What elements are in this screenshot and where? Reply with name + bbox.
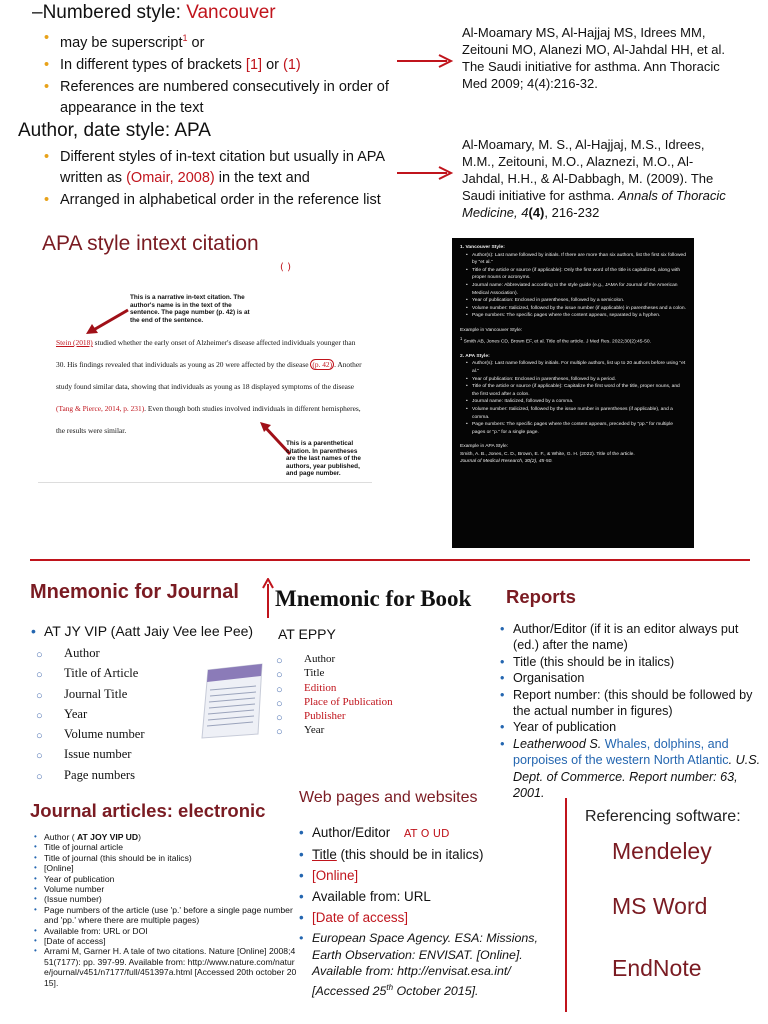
list-item: • [Online] (312, 865, 562, 886)
list-item: • Title of the article or source (if applicable): Only the first word of the title is capitalized, along with proper nouns or acronyms. (472, 267, 686, 282)
list-item: ○ Year (304, 723, 393, 737)
apa-reference: Al-Moamary, M. S., Al-Hajjaj, M.S., Idrees, M.M., Zeitouni, M.O., Alaznezi, M.O., Al-Jahdal, H.H., & Al-Dabbagh, M. (2009). The Saudi initiative for asthma. Annals of Thoracic Medicine, 4(4), 216-232 (462, 137, 726, 220)
mnemonic-book-lead: AT EPPY (278, 626, 336, 642)
list-item: • [Online] (44, 863, 299, 873)
software-mendeley: Mendeley (612, 838, 712, 864)
style-guide-panel (452, 238, 694, 548)
list-item: ○ Volume number (64, 724, 145, 744)
list-item: • [Date of access] (312, 907, 562, 928)
list-item: • References are numbered consecutively in order of appearance in the text (60, 77, 420, 119)
list-item: ○ Issue number (64, 744, 145, 764)
vancouver-name: Vancouver (186, 2, 276, 23)
list-item: • Organisation (513, 670, 763, 686)
list-item: ○ Journal Title (64, 684, 145, 704)
software-title: Referencing software: (585, 808, 741, 825)
arrow-icon (395, 53, 455, 69)
vancouver-example-label: Example in Vancouver Style: (460, 327, 523, 333)
parenthetical-note: This is a parenthetical citation. In parentheses are the last names of the authors, year published, and page number. (286, 440, 361, 478)
list-item: • Arranged in alphabetical order in the reference list (60, 190, 420, 211)
list-item: • Year of publication: Enclosed in parentheses, followed by a semicolon. (472, 297, 686, 305)
apa-list (60, 147, 420, 212)
vertical-divider (565, 798, 567, 1012)
list-item: • Available from: URL or DOI (44, 926, 299, 936)
list-item: • [Date of access] (44, 936, 299, 946)
reports-title: Reports (506, 586, 576, 607)
list-item: • Author/Editor AT O UD (312, 822, 562, 844)
list-item: • Year of publication: Enclosed in parentheses, followed by a period. (472, 376, 686, 384)
list-item: • Author/Editor (if it is an editor always put (ed.) after the name) (513, 621, 763, 654)
journal-electronic-list (44, 832, 299, 988)
list-item: • Page numbers: The specific pages where the content appears, separated by a hyphen. (472, 312, 686, 320)
list-item: • Title of journal (this should be in italics) (44, 853, 299, 863)
list-item: • Title (this should be in italics) (312, 844, 562, 865)
list-item: • Volume number: Italicized, followed by the issue number (if applicable) in parentheses and a colon. (472, 305, 686, 313)
list-item: • Volume number (44, 884, 299, 894)
apa-example-journal: Journal of Medical Research, 30(2), 45-50. (460, 459, 553, 465)
web-pages-title: Web pages and websites (299, 789, 478, 806)
journal-image (198, 662, 266, 740)
apa-intext-title: APA style intext citation (42, 232, 259, 255)
list-item: • Author(s): Last name followed by initials. If there are more than six authors, list the first six followed by "et al." (472, 252, 686, 267)
handwritten-note: ( ) (280, 262, 291, 273)
apa-heading: Author, date style: APA (18, 120, 211, 141)
list-item: ○ Publisher (304, 709, 393, 723)
web-pages-list (312, 822, 562, 999)
reports-list (513, 621, 763, 801)
list-item: • In different types of brackets [1] or (1) (60, 55, 420, 76)
apa-example-paragraph: Stein (2018) studied whether the early onset of Alzheimer's disease affected individuals younger than 30. His findings revealed that individuals as young as 20 were affected by the disease (p. 42) . Another study found similar data, showing that individuals as young as 18 displayed symptoms of the disease (Tang & Pierce, 2014, p. 231). Even though both studies involved individuals in different hemispheres, the results were similar. (56, 338, 362, 435)
list-item: ○ Edition (304, 681, 393, 695)
list-item: • Page numbers of the article (use 'p.' before a single page number and 'pp.' where there are multiple pages) (44, 905, 299, 926)
list-item: • Title of journal article (44, 842, 299, 852)
arrow-icon (395, 165, 455, 181)
list-item: • Arrami M, Garner H. A tale of two citations. Nature [Online] 2008;451(7177): pp. 397-99. Available from: http://www.nature.com/nature/journal/v451/n7177/full/451397a.html [Accessed 20th october 2015]. (44, 946, 299, 988)
vancouver-heading (32, 2, 276, 24)
apa-example-label: Example in APA Style: (460, 444, 509, 450)
list-item: • Leatherwood S. Whales, dolphins, and porpoises of the western North Atlantic. U.S. Dept. of Commerce. Report number: 63, 2001. (513, 736, 763, 802)
list-item: • Year of publication (44, 874, 299, 884)
list-item: ○ Author (304, 652, 393, 666)
list-item: • Page numbers: The specific pages where the content appears, preceded by "pp." for multiple pages or "p." for a single page. (472, 421, 686, 436)
list-item: ○ Year (64, 704, 145, 724)
list-item: • Author(s): Last name followed by initials. For multiple authors, list up to 20 authors before using "et al." (472, 360, 686, 375)
apa-example: Smith, A. B., Jones, C. D., Brown, E. F., & White, G. H. (2022). Title of the article. (460, 451, 635, 457)
list-item: ○ Page numbers (64, 765, 145, 785)
list-item: • European Space Agency. ESA: Missions, Earth Observation: ENVISAT. [Online]. Available from: http://envisat.esa.int/ [Accessed 25th October 2015]. (312, 930, 562, 999)
vancouver-example: $^1$ Smith AB, Jones CD, Brown EF, et al. Title of the article. J Med Res. 2022;30(2):45-50. (460, 335, 651, 345)
list-item: • Journal name: Italicized, followed by a comma. (472, 398, 686, 406)
arrow-icon (262, 578, 274, 620)
vancouver-guide-list (460, 252, 686, 320)
apa-guide-heading: 2. APA Style: (460, 353, 490, 359)
list-item: • Different styles of in-text citation but usually in APA written as (Omair, 2008) in the text and (60, 147, 420, 189)
apa-intext-example (38, 228, 372, 483)
list-item: • Available from: URL (312, 886, 562, 907)
vancouver-heading-prefix: –Numbered style: (32, 2, 187, 23)
vancouver-reference: Al-Moamary MS, Al-Hajjaj MS, Idrees MM, Zeitouni MO, Alanezi MO, Al-Jahdal HH, et al. The Saudi initiative for asthma. Ann Thoracic Med 2009; 4(4):216-32. (462, 25, 725, 91)
narrative-note: This is a narrative in-text citation. The author's name is in the text of the sentence. The page number (p. 42) is at the end of the sentence. (130, 294, 250, 324)
vancouver-guide-heading: 1. Vancouver Style: (460, 245, 505, 250)
mnemonic-journal-lead: • AT JY VIP (Aatt Jaiy Vee lee Pee) (44, 623, 253, 639)
list-item: • Author ( AT JOY VIP UD) (44, 832, 299, 842)
list-item: ○ Title (304, 666, 393, 680)
list-item: ○ Place of Publication (304, 695, 393, 709)
citation-styles-section (18, 0, 410, 215)
software-endnote: EndNote (612, 955, 702, 981)
list-item: • Title (this should be in italics) (513, 654, 763, 670)
mnemonic-journal-title: Mnemonic for Journal (30, 581, 239, 603)
list-item: • Year of publication (513, 719, 763, 735)
list-item: • (Issue number) (44, 894, 299, 904)
section-divider (30, 559, 750, 561)
mnemonic-book-title: Mnemonic for Book (275, 586, 472, 611)
list-item: • Journal name: Abbreviated according to the style guide (e.g., JAMA for Journal of the American Medical Association). (472, 282, 686, 297)
list-item: • Title of the article or source (if applicable): Capitalize the first word of the title, proper nouns, and the first word after a colon. (472, 383, 686, 398)
list-item: ○ Author (64, 643, 145, 663)
apa-guide-list (460, 360, 686, 436)
list-item: • may be superscript$^1$ or (60, 28, 420, 54)
vancouver-list (60, 28, 420, 120)
mnemonic-book-list (304, 652, 393, 738)
list-item: ○ Title of Article (64, 663, 145, 683)
list-item: • Volume number: Italicized, followed by the issue number in parentheses (if applicable), and a comma. (472, 406, 686, 421)
journal-electronic-title: Journal articles: electronic (30, 800, 266, 821)
software-msword: MS Word (612, 893, 708, 919)
mnemonic-journal-list (64, 643, 145, 785)
list-item: • Report number: (this should be followed by the actual number in figures) (513, 687, 763, 720)
